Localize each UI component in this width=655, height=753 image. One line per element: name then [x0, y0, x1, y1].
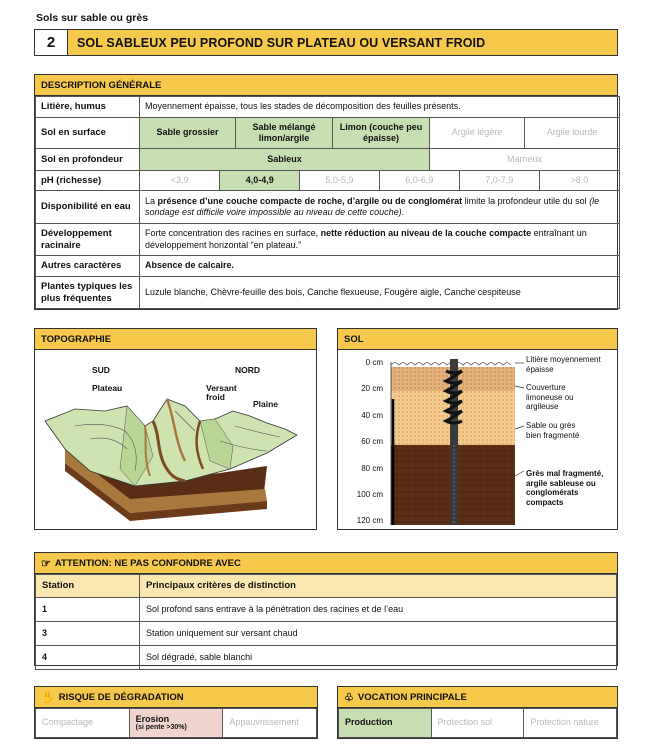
station-cell: 1 — [36, 598, 140, 622]
critere-cell: Station uniquement sur versant chaud — [140, 622, 617, 646]
plantes-label: Plantes typiques les plus fréquentes — [36, 277, 140, 309]
description-table — [35, 96, 620, 309]
litiere-value: Moyennement épaisse, tous les stades de décomposition des feuilles présents. — [140, 97, 620, 118]
profondeur-sableux: Sableux — [140, 149, 430, 171]
table-row — [36, 598, 617, 622]
ph-2: 4,0-4,9 — [220, 171, 300, 190]
eau-text-4: (le sondage est difficile voire impossible au niveau de cette couche) — [145, 195, 600, 217]
vocation-protection-sol: Protection sol — [431, 709, 524, 738]
racinaire-text-2: nette réduction au niveau de la couche compacte — [320, 228, 532, 239]
vocation-panel — [337, 686, 618, 739]
ph-3: 5,0-5,9 — [300, 171, 380, 190]
col-station: Station — [36, 575, 140, 598]
eau-value — [140, 191, 620, 224]
topographie-panel — [34, 328, 317, 530]
station-cell: 3 — [36, 622, 140, 646]
note-couverture: Couverture limoneuse ou argileuse — [526, 383, 574, 412]
table-row — [36, 622, 617, 646]
depth-120: 120 cm — [356, 516, 383, 525]
description-heading: DESCRIPTION GÉNÉRALE — [35, 75, 617, 96]
station-title: SOL SABLEUX PEU PROFOND SUR PLATEAU OU VERSANT FROID — [77, 35, 486, 50]
row-ph — [36, 171, 620, 191]
sol-panel — [337, 328, 618, 530]
table-row — [36, 646, 617, 670]
row-profondeur — [36, 149, 620, 171]
risque-erosion-note: (si pente >30%) — [135, 724, 187, 732]
risque-erosion-cell — [129, 709, 223, 738]
ph-6: >8,0 — [570, 174, 589, 185]
sprout-icon: ♧ — [344, 691, 354, 704]
sol-heading: SOL — [338, 329, 617, 350]
ph-table — [140, 171, 619, 190]
depth-80: 80 cm — [361, 464, 383, 473]
racinaire-value — [140, 224, 620, 256]
attention-header — [35, 553, 617, 574]
station-cell: 4 — [36, 646, 140, 670]
depth-100: 100 cm — [356, 490, 383, 499]
ph-scale — [140, 171, 620, 191]
note-gres: Grès mal fragmenté, argile sableuse ou conglomérats compacts — [526, 469, 604, 507]
ph-1: <3,9 — [140, 171, 220, 190]
depth-0: 0 cm — [365, 358, 383, 367]
label-plaine: Plaine — [253, 399, 279, 409]
surface-label: Sol en surface — [36, 118, 140, 149]
attention-heading: ATTENTION: NE PAS CONFONDRE AVEC — [54, 557, 241, 569]
vocation-protection-nature: Protection nature — [524, 709, 617, 738]
vocation-table — [338, 708, 617, 738]
depth-20: 20 cm — [361, 384, 383, 393]
risque-table — [35, 708, 317, 738]
critere-cell: Sol profond sans entrave à la pénétration des racines et de l’eau — [140, 598, 617, 622]
col-criteres: Principaux critères de distinction — [140, 575, 617, 598]
row-racinaire — [36, 224, 620, 256]
critere-cell: Sol dégradé, sable blanchi — [140, 646, 617, 670]
ph-4: 6,0-6,9 — [379, 171, 459, 190]
racinaire-label: Développement racinaire — [36, 224, 140, 256]
ph-label: pH (richesse) — [36, 171, 140, 191]
label-nord: NORD — [235, 365, 261, 375]
risque-compactage: Compactage — [36, 709, 130, 738]
description-panel — [34, 74, 618, 310]
alert-hand-icon: ✋ — [41, 691, 55, 704]
litiere-label: Litière, humus — [36, 97, 140, 118]
attention-header-row — [36, 575, 617, 598]
label-sud: SUD — [92, 365, 110, 375]
surface-sable-melange: Sable mélangé limon/argile — [236, 118, 333, 149]
surface-sable-grossier: Sable grossier — [140, 118, 236, 149]
eau-text-1: La — [145, 195, 158, 206]
autres-value: Absence de calcaire. — [140, 256, 620, 277]
station-title-bar — [34, 29, 618, 56]
risque-panel — [34, 686, 318, 739]
eau-label: Disponibilité en eau — [36, 191, 140, 224]
note-sable: Sable ou grès bien fragmenté — [526, 421, 580, 440]
note-litiere: Litière moyennement épaisse — [526, 355, 601, 374]
topographie-heading: TOPOGRAPHIE — [35, 329, 316, 350]
vocation-header — [338, 687, 617, 708]
risque-heading: RISQUE DE DÉGRADATION — [58, 691, 184, 703]
ph-5: 7,0-7,9 — [459, 171, 539, 190]
surface-argile-lourde: Argile lourde — [525, 118, 620, 149]
label-plateau: Plateau — [92, 383, 123, 393]
vocation-production: Production — [339, 709, 432, 738]
racinaire-text-1: Forte concentration des racines en surface, — [145, 228, 321, 239]
attention-table — [35, 574, 617, 670]
row-autres — [36, 256, 620, 277]
topography-illustration — [35, 351, 316, 530]
profondeur-marneux: Marneux — [430, 149, 620, 171]
label-versant: Versant froid — [206, 383, 237, 403]
pointing-hand-icon: ☞ — [41, 557, 51, 570]
row-eau — [36, 191, 620, 224]
eau-text-3: limite la profondeur utile du sol — [462, 195, 590, 206]
surface-argile-legere: Argile légère — [430, 118, 525, 149]
plantes-value: Luzule blanche, Chèvre-feuille des bois, Canche flexueuse, Fougère aigle, Canche cespiteuse — [140, 277, 620, 309]
risque-appauvrissement: Appauvrissement — [223, 709, 317, 738]
row-litiere — [36, 97, 620, 118]
station-number: 2 — [35, 30, 68, 55]
row-plantes — [36, 277, 620, 309]
risque-erosion: Erosion — [135, 713, 170, 724]
vocation-heading: VOCATION PRINCIPALE — [357, 691, 467, 703]
depth-40: 40 cm — [361, 411, 383, 420]
risque-header — [35, 687, 317, 708]
eau-text-2: présence d’une couche compacte de roche, d’argile ou de conglomérat — [157, 195, 463, 206]
autres-label: Autres caractères — [36, 256, 140, 277]
profondeur-label: Sol en profondeur — [36, 149, 140, 171]
racinaire-text-3: entraînant un développement horizontal “en plateau.” — [145, 228, 587, 250]
surface-limon: Limon (couche peu épaisse) — [333, 118, 430, 149]
row-surface — [36, 118, 620, 149]
section-title: Sols sur sable ou grès — [36, 12, 149, 24]
attention-panel — [34, 552, 618, 666]
depth-60: 60 cm — [361, 437, 383, 446]
eau-text-5: . — [401, 207, 405, 217]
